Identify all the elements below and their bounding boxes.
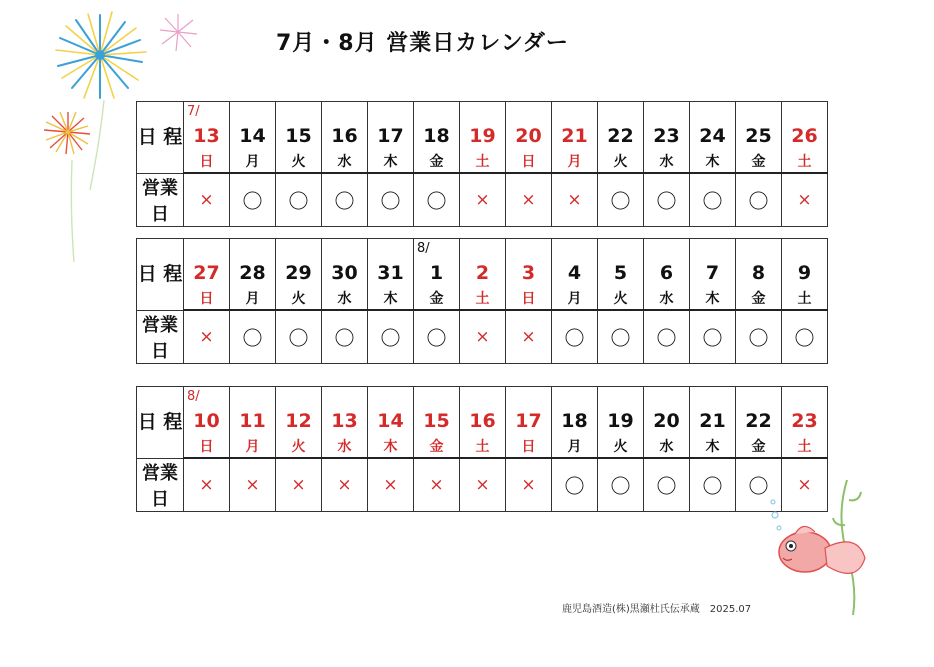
weekday-cell: 土 [460, 435, 506, 458]
open-symbol: 〇 [426, 326, 447, 351]
closed-symbol: × [245, 475, 260, 496]
weekday-cell: 月 [230, 287, 276, 310]
day-number: 7 [705, 262, 720, 284]
day-number: 31 [377, 262, 404, 284]
closed-symbol: × [199, 190, 214, 211]
day-number: 21 [561, 125, 588, 147]
day-number: 14 [239, 125, 266, 147]
closed-symbol: × [199, 475, 214, 496]
weekday-cell: 土 [460, 150, 506, 173]
day-number: 19 [607, 410, 634, 432]
open-row-label: 営業日 [137, 458, 184, 511]
closed-symbol: × [797, 190, 812, 211]
date-cell [690, 387, 736, 436]
date-cell [230, 239, 276, 288]
open-symbol: 〇 [794, 326, 815, 351]
open-symbol: 〇 [564, 326, 585, 351]
weekday-cell: 月 [230, 150, 276, 173]
closed-symbol: × [567, 190, 582, 211]
weekday-cell: 火 [598, 435, 644, 458]
date-cell [184, 387, 230, 436]
date-cell [506, 239, 552, 288]
open-symbol: 〇 [334, 189, 355, 214]
date-cell [644, 387, 690, 436]
day-number: 10 [193, 410, 220, 432]
date-cell [782, 102, 828, 151]
closed-mark [506, 310, 552, 363]
weekday-cell: 月 [552, 287, 598, 310]
closed-symbol: × [521, 190, 536, 211]
month-prefix: 8/ [187, 389, 200, 404]
weekday-cell: 木 [368, 287, 414, 310]
day-number: 1 [429, 262, 444, 284]
date-cell [598, 102, 644, 151]
open-row-label: 営業日 [137, 173, 184, 226]
closed-symbol: × [475, 327, 490, 348]
day-number: 8 [751, 262, 766, 284]
date-cell [598, 239, 644, 288]
date-cell [690, 102, 736, 151]
open-symbol: 〇 [610, 189, 631, 214]
date-cell [322, 102, 368, 151]
date-cell [414, 387, 460, 436]
weekday-cell: 日 [506, 150, 552, 173]
date-cell [552, 239, 598, 288]
open-symbol: 〇 [610, 326, 631, 351]
goldfish [779, 526, 865, 573]
open-symbol: 〇 [656, 189, 677, 214]
day-number: 18 [423, 125, 450, 147]
open-symbol: 〇 [656, 474, 677, 499]
open-symbol: 〇 [610, 474, 631, 499]
open-mark [644, 458, 690, 511]
weekday-cell: 水 [644, 287, 690, 310]
day-number: 20 [653, 410, 680, 432]
closed-mark [460, 458, 506, 511]
date-cell [322, 387, 368, 436]
closed-mark [782, 173, 828, 226]
day-number: 11 [239, 410, 266, 432]
date-cell [414, 102, 460, 151]
day-number: 6 [659, 262, 674, 284]
weekday-cell: 日 [184, 150, 230, 173]
open-mark [322, 173, 368, 226]
open-mark [690, 310, 736, 363]
firework-pink [160, 14, 197, 51]
closed-symbol: × [521, 475, 536, 496]
weekday-cell: 月 [552, 150, 598, 173]
weekday-cell: 月 [552, 435, 598, 458]
closed-mark [276, 458, 322, 511]
closed-mark [184, 458, 230, 511]
date-cell [368, 102, 414, 151]
date-cell [736, 102, 782, 151]
weekday-cell: 水 [322, 435, 368, 458]
date-cell [460, 102, 506, 151]
day-number: 22 [745, 410, 772, 432]
weekday-cell: 土 [460, 287, 506, 310]
day-number: 13 [193, 125, 220, 147]
weekday-cell: 火 [598, 287, 644, 310]
open-mark [690, 458, 736, 511]
footer-credit: 鹿児島酒造(株)黒瀬杜氏伝承蔵 2025.07 [562, 604, 752, 615]
open-symbol: 〇 [702, 474, 723, 499]
weekday-cell: 木 [690, 435, 736, 458]
date-cell [782, 239, 828, 288]
closed-mark [184, 310, 230, 363]
date-cell [184, 239, 230, 288]
weekday-cell: 金 [414, 150, 460, 173]
day-number: 2 [475, 262, 490, 284]
weekday-cell: 木 [690, 150, 736, 173]
month-prefix: 7/ [187, 104, 200, 119]
date-cell [230, 102, 276, 151]
open-mark [598, 310, 644, 363]
weekday-cell: 木 [690, 287, 736, 310]
day-number: 14 [377, 410, 404, 432]
page-title: 7月・8月 営業日カレンダー [276, 31, 569, 56]
open-mark [690, 173, 736, 226]
date-cell [230, 387, 276, 436]
calendar-week-1 [136, 101, 828, 227]
date-cell [552, 102, 598, 151]
closed-mark [506, 458, 552, 511]
calendar-week-2 [136, 238, 828, 364]
date-cell [552, 387, 598, 436]
open-mark [230, 310, 276, 363]
date-cell [460, 239, 506, 288]
weekday-cell: 水 [322, 287, 368, 310]
weekday-cell: 火 [276, 287, 322, 310]
date-cell [506, 102, 552, 151]
open-mark [368, 310, 414, 363]
weekday-cell: 日 [506, 435, 552, 458]
closed-symbol: × [291, 475, 306, 496]
weekday-cell: 木 [368, 150, 414, 173]
date-cell [506, 387, 552, 436]
day-number: 25 [745, 125, 772, 147]
closed-symbol: × [337, 475, 352, 496]
open-mark [736, 173, 782, 226]
date-row-label: 日 程 [137, 239, 184, 311]
day-number: 15 [285, 125, 312, 147]
open-mark [736, 310, 782, 363]
day-number: 30 [331, 262, 358, 284]
firework-orange [44, 112, 90, 154]
date-cell [414, 239, 460, 288]
day-number: 27 [193, 262, 220, 284]
open-symbol: 〇 [564, 474, 585, 499]
day-number: 29 [285, 262, 312, 284]
open-mark [598, 173, 644, 226]
day-number: 26 [791, 125, 818, 147]
day-number: 17 [377, 125, 404, 147]
day-number: 24 [699, 125, 726, 147]
open-symbol: 〇 [748, 189, 769, 214]
month-prefix: 8/ [417, 241, 430, 256]
day-number: 12 [285, 410, 312, 432]
weekday-cell: 金 [414, 435, 460, 458]
date-row-label: 日 程 [137, 387, 184, 459]
open-mark [276, 173, 322, 226]
day-number: 5 [613, 262, 628, 284]
closed-mark [552, 173, 598, 226]
day-number: 18 [561, 410, 588, 432]
closed-mark [414, 458, 460, 511]
weekday-cell: 水 [644, 435, 690, 458]
open-mark [276, 310, 322, 363]
bubbles [771, 500, 781, 530]
open-mark [368, 173, 414, 226]
date-cell [598, 387, 644, 436]
day-number: 28 [239, 262, 266, 284]
goldfish-illustration [765, 480, 880, 620]
day-number: 19 [469, 125, 496, 147]
open-symbol: 〇 [702, 189, 723, 214]
open-symbol: 〇 [242, 326, 263, 351]
date-cell [184, 102, 230, 151]
weekday-cell: 金 [736, 287, 782, 310]
day-number: 16 [469, 410, 496, 432]
calendar-week-3 [136, 386, 828, 512]
open-symbol: 〇 [380, 189, 401, 214]
day-number: 20 [515, 125, 542, 147]
date-cell [368, 387, 414, 436]
date-row-label: 日 程 [137, 102, 184, 174]
weekday-cell: 金 [736, 150, 782, 173]
date-cell [690, 239, 736, 288]
closed-mark [368, 458, 414, 511]
open-symbol: 〇 [656, 326, 677, 351]
closed-symbol: × [475, 475, 490, 496]
date-cell [460, 387, 506, 436]
weekday-cell: 火 [276, 435, 322, 458]
date-cell [782, 387, 828, 436]
open-mark [598, 458, 644, 511]
day-number: 23 [653, 125, 680, 147]
open-mark [644, 173, 690, 226]
weekday-cell: 土 [782, 435, 828, 458]
weekday-cell: 金 [414, 287, 460, 310]
date-cell [644, 102, 690, 151]
date-cell [736, 387, 782, 436]
open-mark [644, 310, 690, 363]
day-number: 4 [567, 262, 582, 284]
date-cell [322, 239, 368, 288]
weekday-cell: 月 [230, 435, 276, 458]
weekday-cell: 土 [782, 150, 828, 173]
day-number: 3 [521, 262, 536, 284]
open-symbol: 〇 [288, 189, 309, 214]
closed-symbol: × [383, 475, 398, 496]
day-number: 22 [607, 125, 634, 147]
closed-symbol: × [429, 475, 444, 496]
day-number: 16 [331, 125, 358, 147]
date-cell [276, 387, 322, 436]
day-number: 21 [699, 410, 726, 432]
weekday-cell: 日 [184, 287, 230, 310]
open-symbol: 〇 [380, 326, 401, 351]
closed-mark [322, 458, 368, 511]
weekday-cell: 土 [782, 287, 828, 310]
day-number: 17 [515, 410, 542, 432]
open-symbol: 〇 [748, 326, 769, 351]
closed-mark [460, 310, 506, 363]
closed-mark [230, 458, 276, 511]
weekday-cell: 火 [598, 150, 644, 173]
closed-mark [184, 173, 230, 226]
weekday-cell: 水 [644, 150, 690, 173]
closed-symbol: × [797, 475, 812, 496]
closed-symbol: × [199, 327, 214, 348]
firework-blue [56, 12, 146, 98]
weekday-cell: 木 [368, 435, 414, 458]
closed-symbol: × [475, 190, 490, 211]
open-mark [414, 173, 460, 226]
date-cell [276, 239, 322, 288]
weekday-cell: 水 [322, 150, 368, 173]
day-number: 23 [791, 410, 818, 432]
weekday-cell: 日 [506, 287, 552, 310]
open-mark [552, 310, 598, 363]
weekday-cell: 火 [276, 150, 322, 173]
closed-mark [460, 173, 506, 226]
open-mark [230, 173, 276, 226]
date-cell [644, 239, 690, 288]
day-number: 15 [423, 410, 450, 432]
open-symbol: 〇 [242, 189, 263, 214]
closed-mark [506, 173, 552, 226]
weekday-cell: 金 [736, 435, 782, 458]
open-mark [322, 310, 368, 363]
open-mark [782, 310, 828, 363]
open-symbol: 〇 [748, 474, 769, 499]
weekday-cell: 日 [184, 435, 230, 458]
closed-symbol: × [521, 327, 536, 348]
open-symbol: 〇 [288, 326, 309, 351]
date-cell [368, 239, 414, 288]
date-cell [736, 239, 782, 288]
open-symbol: 〇 [334, 326, 355, 351]
open-symbol: 〇 [702, 326, 723, 351]
date-cell [276, 102, 322, 151]
open-symbol: 〇 [426, 189, 447, 214]
open-mark [414, 310, 460, 363]
day-number: 13 [331, 410, 358, 432]
day-number: 9 [797, 262, 812, 284]
open-mark [552, 458, 598, 511]
open-row-label: 営業日 [137, 310, 184, 363]
